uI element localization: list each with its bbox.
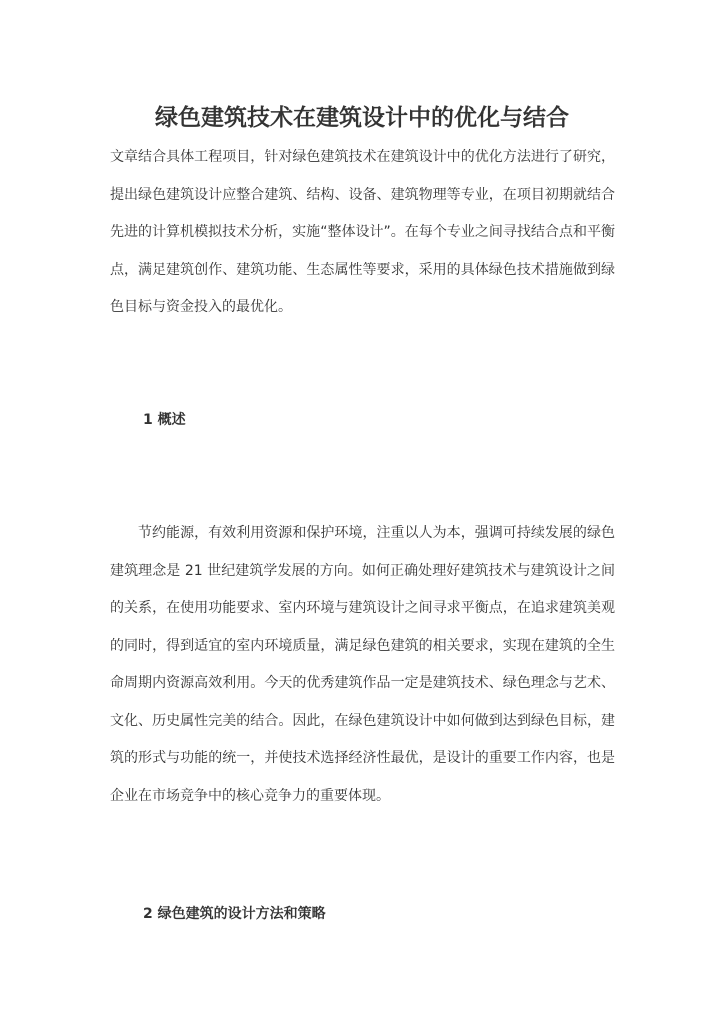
abstract-paragraph: 文章结合具体工程项目，针对绿色建筑技术在建筑设计中的优化方法进行了研究，提出绿色建筑设计应整合建筑、结构、设备、建筑物理等专业，在项目初期就结合先进的计算机模拟技术分析，实施“整体设计”。在每个专业之间寻找结合点和平衡点，满足建筑创作、建筑功能、生态属性等要求，采用的具体绿色技术措施做到绿色目标与资金投入的最优化。 — [110, 149, 615, 315]
section-heading-overview: 1 概述 — [143, 412, 186, 428]
section-heading-design-methods: 2 绿色建筑的设计方法和策略 — [143, 906, 326, 922]
overview-paragraph: 节约能源，有效利用资源和保护环境，注重以人为本，强调可持续发展的绿色建筑理念是 21 世纪建筑学发展的方向。如何正确处理好建筑技术与建筑设计之间的关系，在使用功能要求、室内环境与建筑设计之间寻求平衡点，在追求建筑美观的同时，得到适宜的室内环境质量，满足绿色建筑的相关要求，实现在建筑的全生命周期内资源高效利用。今天的优秀建筑作品一定是建筑技术、绿色理念与艺术、文化、历史属性完美的结合。因此，在绿色建筑设计中如何做到达到绿色目标，建筑的形式与功能的统一，并使技术选择经济性最优，是设计的重要工作内容，也是企业在市场竞争中的核心竞争力的重要体现。 — [110, 525, 615, 804]
document-title: 绿色建筑技术在建筑设计中的优化与结合 — [155, 105, 569, 131]
